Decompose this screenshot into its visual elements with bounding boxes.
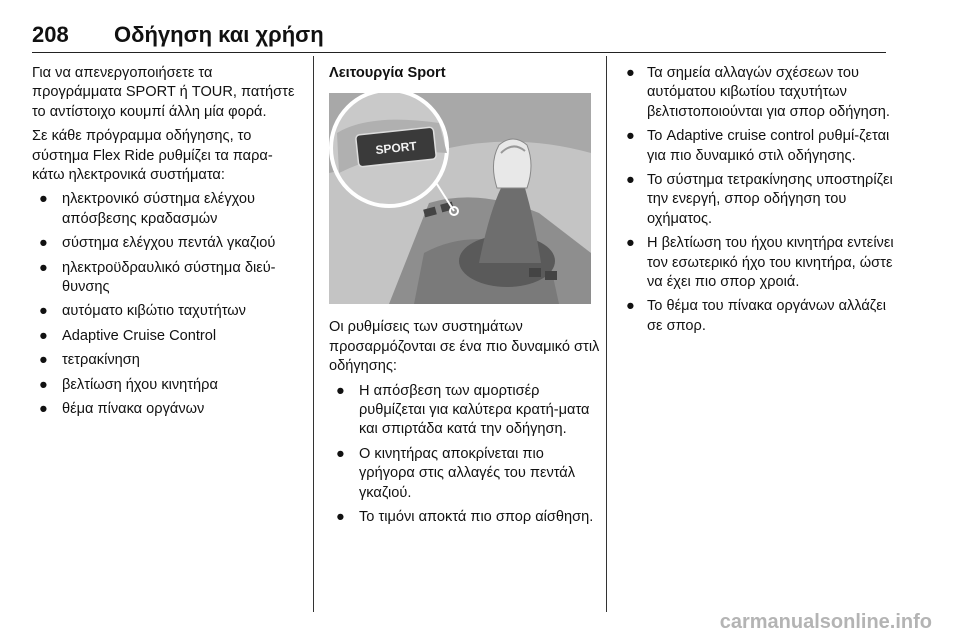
bullet-icon: ●	[336, 382, 345, 399]
list-item: ● θέμα πίνακα οργάνων	[32, 400, 304, 419]
bullet-icon: ●	[336, 509, 345, 526]
list-item: ● Τα σημεία αλλαγών σχέσεων του αυτόματου κιβωτίου ταχυτήτων βελτιστοποιούνται για σπορ οδήγηση.	[626, 65, 890, 120]
column-divider	[313, 56, 314, 612]
list-item: ● ηλεκτρονικό σύστημα ελέγχου απόσβεσης κραδασμών	[39, 191, 255, 227]
bullet-icon: ●	[626, 298, 635, 315]
sport-paragraph: Οι ρυθμίσεις των συστημάτων προσαρμόζονται σε ένα πιο δυναμικό στιλ οδήγησης:	[329, 319, 600, 375]
list-item: ● Η βελτίωση του ήχου κινητήρα εντείνει τον εσωτερικό ήχο του κινητήρα, ώστε να έχει πιο σπορ χροιά.	[626, 235, 894, 291]
intro-paragraph: Για να απενεργοποιήσετε τα προγράμματα SPORT ή TOUR, πατήστε το αντίστοιχο κουμπί άλλη μία φορά.	[32, 65, 295, 120]
sport-button-photo	[329, 93, 591, 304]
bullet-icon: ●	[39, 401, 48, 418]
bullet-icon: ●	[39, 376, 48, 393]
bullet-icon: ●	[626, 128, 635, 145]
systems-paragraph: Σε κάθε πρόγραμμα οδήγησης, το σύστημα Flex Ride ρυθμίζει τα παρα-κάτω ηλεκτρονικά συστήματα:	[32, 128, 273, 184]
sport-button-label: SPORT	[374, 139, 418, 158]
page-header	[32, 20, 886, 53]
bullet-icon: ●	[39, 235, 48, 252]
list-item: ● Το σύστημα τετρακίνησης υποστηρίζει την ενεργή, σπορ οδήγηση του οχήματος.	[626, 172, 893, 227]
bullet-icon: ●	[626, 235, 635, 252]
bullet-icon: ●	[39, 259, 48, 276]
list-item: ● Η απόσβεση των αμορτισέρ ρυθμίζεται για καλύτερα κρατή-ματα και σπιρτάδα κατά την οδήγηση.	[336, 382, 590, 438]
bullet-icon: ●	[39, 352, 48, 369]
bullet-icon: ●	[626, 65, 635, 81]
bullet-icon: ●	[39, 191, 48, 208]
page-number: 208	[32, 22, 69, 47]
list-item: ● Το Adaptive cruise control ρυθμί-ζεται για πιο δυναμικό στιλ οδήγησης.	[626, 128, 890, 164]
list-item: ● σύστημα ελέγχου πεντάλ γκαζιού	[32, 234, 304, 253]
list-item: ● ηλεκτροϋδραυλικό σύστημα διεύ-θυνσης	[39, 259, 276, 296]
bullet-icon: ●	[626, 172, 635, 189]
list-item: ● Adaptive Cruise Control	[32, 327, 304, 346]
sport-list-continued	[623, 64, 895, 336]
sport-list	[329, 382, 601, 528]
bullet-icon: ●	[39, 303, 48, 320]
page-title: Οδήγηση και χρήση	[114, 22, 324, 47]
column-2	[329, 64, 601, 532]
section-heading: Λειτουργία Sport	[329, 65, 446, 81]
bullet-icon: ●	[336, 445, 345, 462]
list-item: ● αυτόματο κιβώτιο ταχυτήτων	[32, 302, 304, 321]
bullet-icon: ●	[39, 327, 48, 344]
list-item: ● τετρακίνηση	[32, 351, 304, 370]
watermark: carmanualsonline.info	[719, 611, 932, 633]
list-item: ● Ο κινητήρας αποκρίνεται πιο γρήγορα στις αλλαγές του πεντάλ γκαζιού.	[336, 445, 576, 501]
list-item: ● Το τιμόνι αποκτά πιο σπορ αίσθηση.	[329, 508, 601, 527]
systems-list	[32, 190, 304, 419]
list-item: ● βελτίωση ήχου κινητήρα	[32, 376, 304, 395]
column-1	[32, 64, 304, 425]
column-3	[623, 64, 895, 341]
list-item: ● Το θέμα του πίνακα οργάνων αλλάζει σε σπορ.	[626, 298, 886, 334]
column-divider	[606, 56, 607, 612]
